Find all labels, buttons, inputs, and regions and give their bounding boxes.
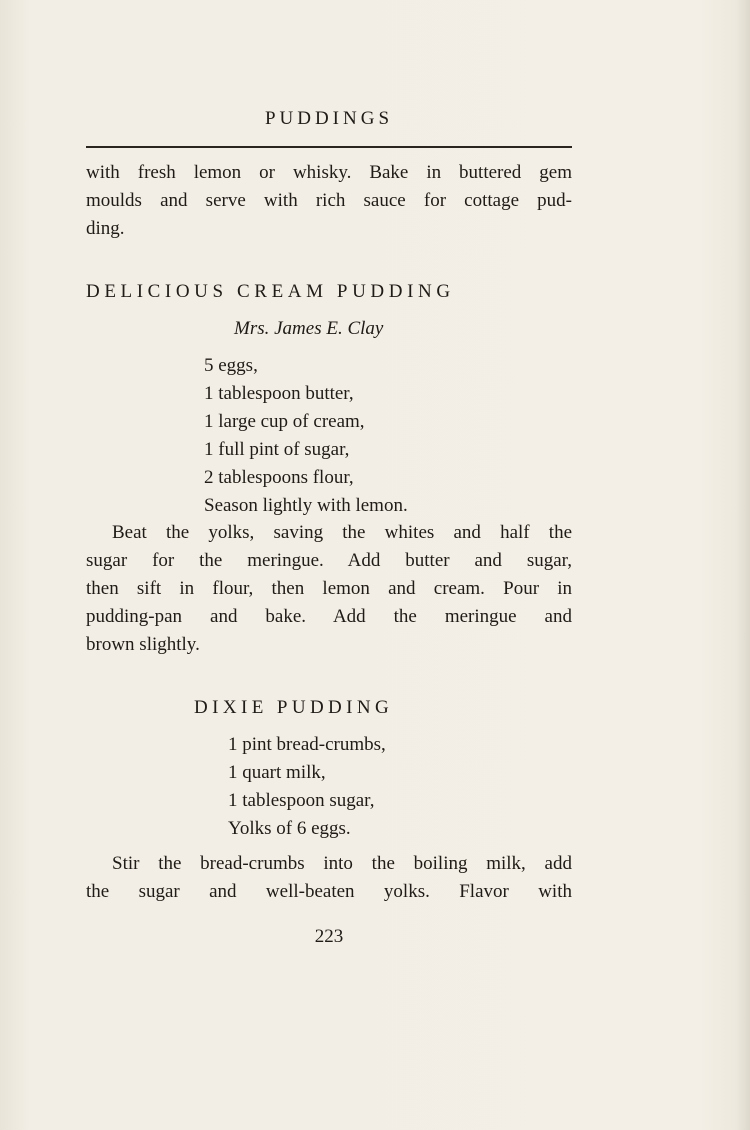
text-line: moulds and serve with rich sauce for cottage pud-	[86, 190, 572, 211]
ingredient-item: 1 tablespoon sugar,	[228, 790, 375, 811]
ingredient-item: 1 tablespoon butter,	[204, 383, 354, 404]
text-line: sugar for the meringue. Add butter and sugar,	[86, 550, 572, 571]
ingredient-item: 1 quart milk,	[228, 762, 326, 783]
ingredient-item: 1 pint bread-crumbs,	[228, 734, 386, 755]
method-paragraph-cream-pudding	[86, 519, 572, 659]
text-line: then sift in flour, then lemon and cream. Pour in	[86, 578, 572, 599]
intro-paragraph	[86, 159, 572, 243]
text-line: the sugar and well-beaten yolks. Flavor with	[86, 881, 572, 902]
text-line: brown slightly.	[86, 634, 200, 655]
text-line: with fresh lemon or whisky. Bake in buttered gem	[86, 162, 572, 183]
ingredient-item: Season lightly with lemon.	[204, 495, 408, 516]
method-paragraph-dixie-pudding	[86, 850, 572, 906]
recipe-title-dixie-pudding: DIXIE PUDDING	[194, 697, 394, 718]
page-edge-shadow	[736, 0, 750, 1130]
text-line: ding.	[86, 218, 125, 239]
recipe-author: Mrs. James E. Clay	[234, 318, 384, 339]
page-number: 223	[314, 926, 344, 947]
ingredient-item: 1 full pint of sugar,	[204, 439, 350, 460]
text-line: Stir the bread-crumbs into the boiling milk, add	[112, 853, 572, 874]
text-line: pudding-pan and bake. Add the meringue and	[86, 606, 572, 627]
ingredient-item: Yolks of 6 eggs.	[228, 818, 351, 839]
recipe-title-delicious-cream-pudding: DELICIOUS CREAM PUDDING	[86, 281, 455, 302]
ingredient-list-dixie-pudding	[228, 731, 386, 843]
header-rule	[86, 146, 572, 148]
ingredient-item: 5 eggs,	[204, 355, 258, 376]
running-head: PUDDINGS	[264, 108, 394, 129]
text-line: Beat the yolks, saving the whites and half the	[112, 522, 572, 543]
ingredient-list-cream-pudding	[204, 352, 408, 520]
ingredient-item: 2 tablespoons flour,	[204, 467, 354, 488]
ingredient-item: 1 large cup of cream,	[204, 411, 365, 432]
